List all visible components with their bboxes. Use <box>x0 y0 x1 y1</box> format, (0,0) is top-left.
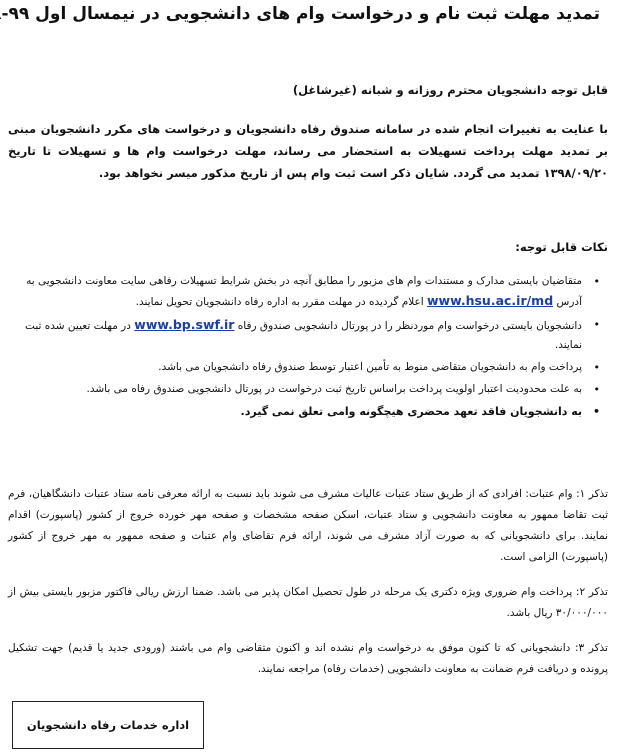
list-item <box>10 380 600 399</box>
list-item <box>10 358 600 377</box>
intro-paragraph: با عنایت به تغییرات انجام شده در سامانه صندوق رفاه دانشجویان و درخواست های مکرر دانشجویان مبنی بر تمدید مهلت پرداخت تسهیلات به استحضار می رساند، مهلت درخواست وام ها و تسهیلات تا تاریخ ۱۳۹۸/۰۹/۲۰ تمدید می گردد. شایان ذکر است ثبت وام پس از تاریخ مذکور میسر نخواهد بود. <box>8 122 608 180</box>
bullet-icon: • <box>593 361 600 374</box>
salutation: قابل توجه دانشجویان محترم روزانه و شبانه (غیرشاغل) <box>292 83 608 97</box>
note-text: پرداخت وام به دانشجویان متقاضی منوط به تأمین اعتبار توسط صندوق رفاه دانشجویان می باشد. <box>158 361 582 373</box>
remark-2: تذکر ۲: پرداخت وام ضروری ویژه دکتری یک مرحله در طول تحصیل امکان پذیر می باشد. ضمنا ارزش ریالی فاکتور مزبور بایستی بیش از ۳۰/۰۰۰/۰۰۰ ریال باشد. <box>8 586 608 619</box>
notes-heading: نکات قابل توجه: <box>515 240 608 254</box>
note-text: به علت محدودیت اعتبار اولویت پرداخت براساس تاریخ ثبت درخواست در پورتال دانشجویی صندوق رفاه می باشد. <box>86 383 582 395</box>
note-text: دانشجویان بایستی درخواست وام موردنظر را در پورتال دانشجویی صندوق رفاه <box>237 320 582 332</box>
list-item <box>10 402 600 421</box>
list-item <box>10 315 600 355</box>
bullet-icon: • <box>593 318 600 331</box>
md-site-link[interactable]: www.hsu.ac.ir/md <box>427 293 554 308</box>
remark-3: تذکر ۳: دانشجویانی که تا کنون موفق به درخواست وام نشده اند و اکنون متقاضی وام می باشند (ورودی جدید یا قدیم) جهت تشکیل پرونده و دریافت فرم ضمانت به معاونت دانشجویی (خدمات رفاه) مراجعه نمایند. <box>8 642 608 675</box>
note-text: به دانشجویان فاقد تعهد محضری هیچگونه وامی تعلق نمی گیرد. <box>240 405 582 418</box>
notes-list <box>10 272 600 424</box>
list-item <box>10 272 600 312</box>
page-title: تمدید مهلت ثبت نام و درخواست وام های دانشجویی در نیمسال اول ۹۹- <box>1 4 600 24</box>
note-text: متقاضیان بایستی مدارک و مستندات وام های مزبور را مطابق آنچه در بخش شرایط تسهیلات رفاهی سایت معاونت دانشجویی به آدرس <box>26 275 582 308</box>
signature-box <box>12 701 204 749</box>
signature-text: اداره خدمات رفاه دانشجویان <box>26 718 190 732</box>
note-text: در مهلت تعیین شده ثبت نمایند. <box>25 320 582 351</box>
remarks-section <box>8 484 608 684</box>
bullet-icon: • <box>592 405 600 418</box>
bullet-icon: • <box>593 275 600 288</box>
remark-1: تذکر ۱: وام عتبات: افرادی که از طریق ستاد عتبات عالیات مشرف می شوند باید نسبت به ارائه معرفی نامه ستاد عتبات دانشگاهیان، فرم ثبت تقاضا ممهور به معاونت دانشجویی و ستاد عتبات، اسکن صفحه مشخصات و صفحه مهر خورده خروج از کشور (پاسپورت) اقدام نمایند. برای دانشجویانی که به صورت آزاد مشرف می شوند، ارائه فرم تقاضای وام عتبات و صفحه ممهور به مهر خروج از کشور (پاسپورت) الزامی است. <box>8 488 608 563</box>
bullet-icon: • <box>593 383 600 396</box>
note-text: اعلام گردیده در مهلت مقرر به اداره رفاه دانشجویان تحویل نمایند. <box>135 296 424 308</box>
swf-portal-link[interactable]: www.bp.swf.ir <box>134 317 235 332</box>
